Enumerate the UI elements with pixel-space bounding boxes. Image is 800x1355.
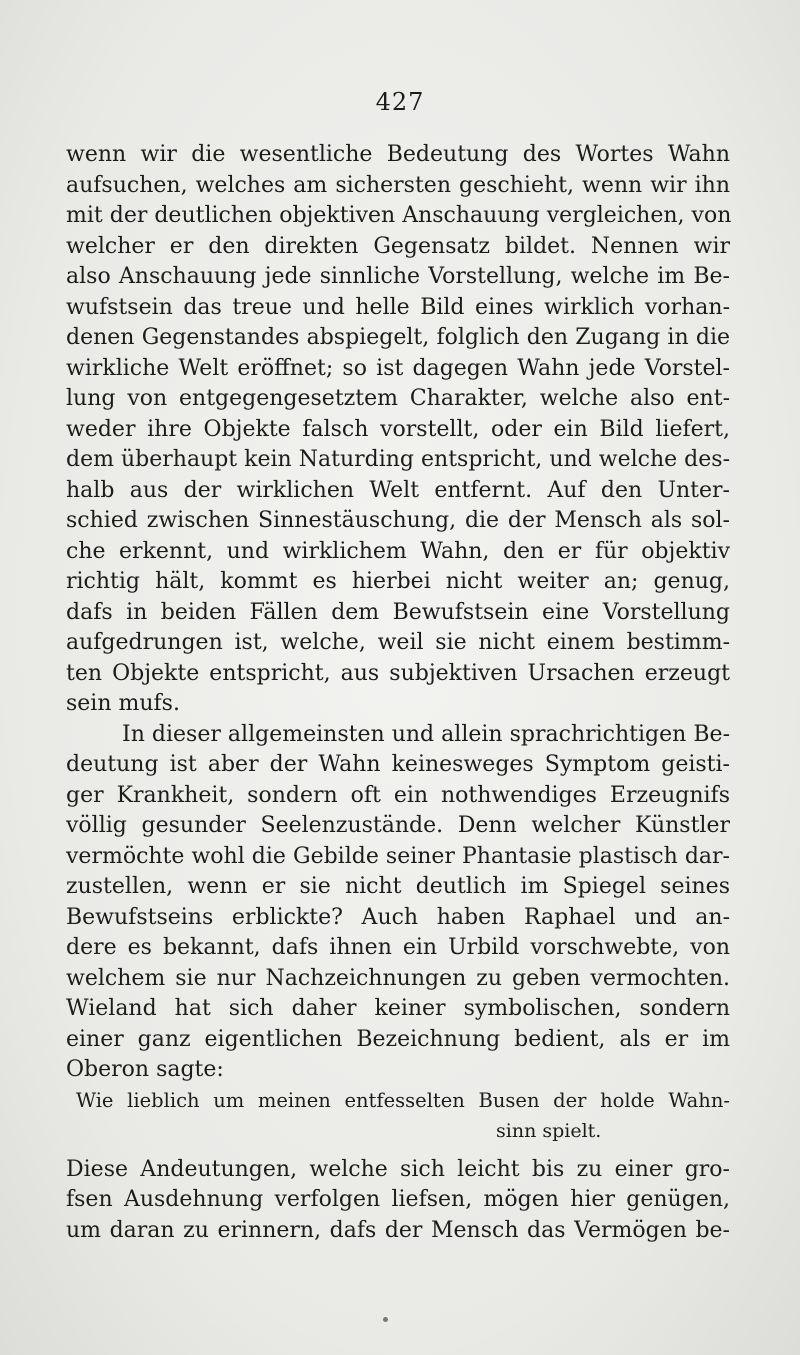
- text-line: halb aus der wirklichen Welt entfernt. Auf den Unter-: [66, 477, 730, 503]
- verse-quote: [66, 1086, 730, 1147]
- paragraph-gap: [66, 1147, 730, 1155]
- text-line: einer ganz eigentlichen Bezeichnung bedient, als er im: [66, 1026, 730, 1052]
- text-line: Bewufstseins erblickte? Auch haben Raphael und an-: [66, 904, 730, 930]
- text-line: schied zwischen Sinnestäuschung, die der Mensch als sol-: [66, 508, 730, 533]
- text-line: wufstsein das treue und helle Bild eines wirklich vorhan-: [66, 294, 730, 320]
- text-line: denen Gegenstandes abspiegelt, folglich den Zugang in die: [66, 325, 730, 350]
- text-line: zustellen, wenn er sie nicht deutlich im Spiegel seines: [66, 874, 730, 899]
- text-line: ten Objekte entspricht, aus subjektiven Ursachen erzeugt: [66, 660, 730, 686]
- text-line: sein mufs.: [66, 691, 180, 716]
- text-line: weder ihre Objekte falsch vorstellt, oder ein Bild liefert,: [66, 416, 730, 442]
- text-line: wenn wir die wesentliche Bedeutung des Wortes Wahn: [66, 142, 730, 167]
- page-number: 427: [375, 88, 425, 116]
- text-line: che erkennt, und wirklichem Wahn, den er für objektiv: [66, 538, 730, 564]
- paragraph-3: [66, 1155, 730, 1247]
- text-line: In dieser allgemeinsten und allein sprachrichtigen Be-: [122, 721, 730, 747]
- text-line: wirkliche Welt eröffnet; so ist dagegen Wahn jede Vorstel-: [66, 355, 730, 381]
- text-line: dere es bekannt, dafs ihnen ein Urbild vorschwebte, von: [66, 935, 730, 960]
- text-line: vermöchte wohl die Gebilde seiner Phantasie plastisch dar-: [66, 843, 730, 869]
- text-line: Diese Andeutungen, welche sich leicht bis zu einer gro-: [66, 1156, 730, 1182]
- text-line: Wieland hat sich daher keiner symbolischen, sondern: [66, 996, 730, 1021]
- text-line: fsen Ausdehnung verfolgen liefsen, mögen hier genügen,: [66, 1187, 730, 1212]
- paragraph-2: [66, 720, 730, 1086]
- body-text: [66, 140, 730, 1246]
- text-line: ger Krankheit, sondern oft ein nothwendiges Erzeugnifs: [66, 782, 730, 808]
- text-line: richtig hält, kommt es hierbei nicht weiter an; genug,: [66, 569, 730, 594]
- text-line: deutung ist aber der Wahn keinesweges Symptom geisti-: [66, 752, 730, 777]
- text-line: mit der deutlichen objektiven Anschauung vergleichen, von: [66, 203, 732, 228]
- paragraph-1: [66, 140, 730, 720]
- text-line: um daran zu erinnern, dafs der Mensch das Vermögen be-: [66, 1217, 730, 1243]
- text-line: dafs in beiden Fällen dem Bewufstsein eine Vorstellung: [66, 599, 730, 625]
- text-line: lung von entgegengesetztem Charakter, welche also ent-: [66, 386, 730, 411]
- text-line: völlig gesunder Seelenzustände. Denn welcher Künstler: [66, 813, 730, 838]
- text-line: welchem sie nur Nachzeichnungen zu geben vermochten.: [66, 965, 730, 991]
- text-line: aufsuchen, welches am sichersten geschieht, wenn wir ihn: [66, 172, 730, 198]
- text-line: Oberon sagte:: [66, 1057, 224, 1082]
- text-line: also Anschauung jede sinnliche Vorstellung, welche im Be-: [66, 264, 730, 289]
- verse-line: sinn spielt.: [496, 1120, 602, 1142]
- text-line: aufgedrungen ist, welche, weil sie nicht einem bestimm-: [66, 630, 730, 655]
- text-line: welcher er den direkten Gegensatz bildet. Nennen wir: [66, 233, 730, 259]
- text-line: dem überhaupt kein Naturding entspricht, und welche des-: [66, 447, 730, 472]
- paper-speck: [383, 1317, 388, 1322]
- verse-line: Wie lieblich um meinen entfesselten Busen der holde Wahn-: [76, 1088, 730, 1112]
